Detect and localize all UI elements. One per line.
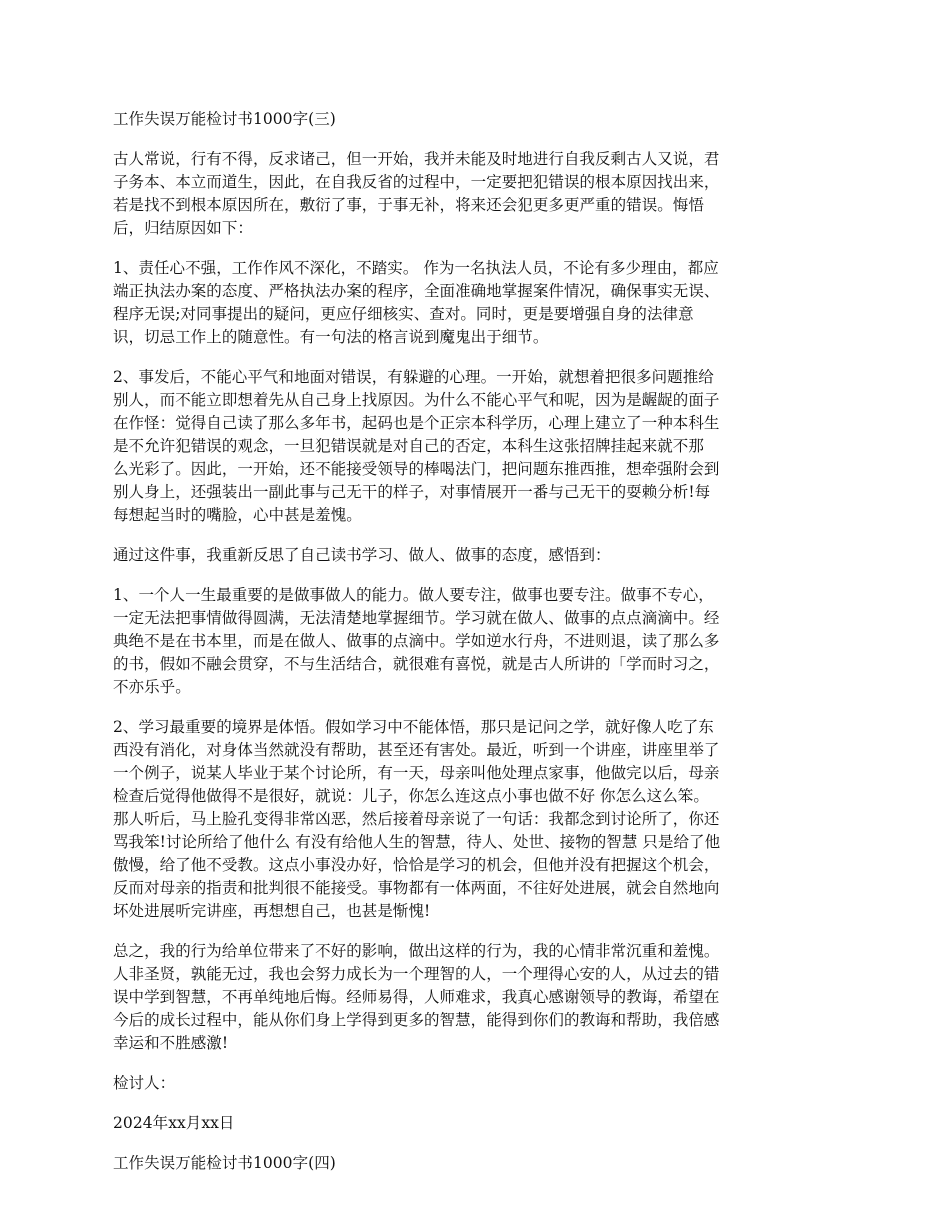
paragraph-insight-1 [113,584,843,699]
text-line: 西没有消化，对身体当然就没有帮助，甚至还有害处。最近，听到一个讲座，讲座里举了 [113,741,720,759]
text-line: 1、责任心不强，工作作风不深化，不踏实。 作为一名执法人员，不论有多少理由，都应 [113,259,719,277]
text-line: 误中学到智慧，不再单纯地后悔。经师易得，人师难求，我真心感谢领导的教诲，希望在 [113,988,720,1006]
text-line: 一定无法把事情做得圆满，无法清楚地掌握细节。学习就在做人、做事的点点滴滴中。经 [113,609,720,627]
text-line: 2、学习最重要的境界是体悟。假如学习中不能体悟，那只是记问之学，就好像人吃了东 [113,718,714,736]
text-line: 子务本、本立而道生，因此，在自我反省的过程中，一定要把犯错误的根本原因找出来， [113,173,720,191]
text-line: 典绝不是在书本里，而是在做人、做事的点滴中。学如逆水行舟，不进则退，读了那么多 [113,632,720,650]
paragraph-conclusion [113,940,843,1055]
text-line: 那人听后，马上脸孔变得非常凶恶，然后接着母亲说了一句话：我都念到讨论所了，你还 [113,810,720,828]
text-line: 反而对母亲的指责和批判很不能接受。事物都有一体两面，不往好处进展，就会自然地向 [113,879,720,897]
paragraph-intro [113,148,843,240]
paragraph-reason-1 [113,257,843,349]
text-line: 别人，而不能立即想着先从自己身上找原因。为什么不能心平气和呢，因为是龌龊的面子 [113,391,720,409]
text-line: 程序无误;对同事提出的疑问，更应仔细核实、查对。同时，更是要增强自身的法律意 [113,305,694,323]
text-line: 端正执法办案的态度、严格执法办案的程序，全面准确地掌握案件情况，确保事实无误、 [113,282,720,300]
text-line: 幸运和不胜感激! [113,1034,229,1052]
text-line: 的书，假如不融会贯穿，不与生活结合，就很难有喜悦，就是古人所讲的「学而时习之， [113,655,720,673]
text-line: 一个例子，说某人毕业于某个讨论所，有一天，母亲叫他处理点家事，他做完以后，母亲 [113,764,720,782]
text-line: 今后的成长过程中，能从你们身上学得到更多的智慧，能得到你们的教诲和帮助，我倍感 [113,1011,720,1029]
text-line: 后，归结原因如下： [113,219,253,237]
date-line: 2024年xx月xx日 [113,1114,235,1132]
text-line: 通过这件事，我重新反思了自己读书学习、做人、做事的态度，感悟到： [113,546,611,564]
text-line: 是不允许犯错误的观念，一旦犯错误就是对自己的否定，本科生这张招牌挂起来就不那 [113,437,704,455]
text-line: 傲慢，给了他不受教。这点小事没办好，恰恰是学习的机会，但他并没有把握这个机会， [113,856,720,874]
text-line: 2、事发后，不能心平气和地面对错误，有躲避的心理。一开始，就想着把很多问题推给 [113,368,714,386]
text-line: 坏处进展听完讲座，再想想自己，也甚是惭愧! [113,902,431,920]
text-line: 检查后觉得他做得不是很好，就说：儿子，你怎么连这点小事也做不好 你怎么这么笨。 [113,787,709,805]
text-line: 每想起当时的嘴脸，心中甚是羞愧。 [113,506,362,524]
text-line: 么光彩了。因此，一开始，还不能接受领导的棒喝法门，把问题东推西推，想牵强附会到 [113,460,720,478]
document-page [113,108,843,1192]
text-line: 别人身上，还强装出一副此事与己无干的样子，对事情展开一番与己无干的耍赖分析!每 [113,483,711,501]
paragraph-reason-2 [113,366,843,527]
text-line: 古人常说，行有不得，反求诸己，但一开始，我并未能及时地进行自我反剩古人又说，君 [113,150,720,168]
text-line: 识，切忌工作上的随意性。有一句法的格言说到魔鬼出于细节。 [113,328,549,346]
section-title-3: 工作失误万能检讨书1000字(三) [113,110,336,128]
paragraph-insight-2 [113,716,843,923]
text-line: 若是找不到根本原因所在，敷衍了事，于事无补，将来还会犯更多更严重的错误。悔悟 [113,196,704,214]
text-line: 骂我笨!讨论所给了他什么 有没有给他人生的智慧，待人、处世、接物的智慧 只是给了他 [113,833,721,851]
paragraph-reflection-intro [113,544,843,567]
text-line: 1、一个人一生最重要的是做事做人的能力。做人要专注，做事也要专注。做事不专心， [113,586,714,604]
text-line: 总之，我的行为给单位带来了不好的影响，做出这样的行为，我的心情非常沉重和羞愧。 [113,942,720,960]
section-title-4: 工作失误万能检讨书1000字(四) [113,1154,336,1172]
text-line: 在作怪：觉得自己读了那么多年书，起码也是个正宗本科学历，心理上建立了一种本科生 [113,414,720,432]
text-line: 人非圣贤，孰能无过，我也会努力成长为一个理智的人，一个理得心安的人，从过去的错 [113,965,720,983]
text-line: 不亦乐乎。 [113,678,191,696]
signer-label: 检讨人： [113,1074,176,1092]
